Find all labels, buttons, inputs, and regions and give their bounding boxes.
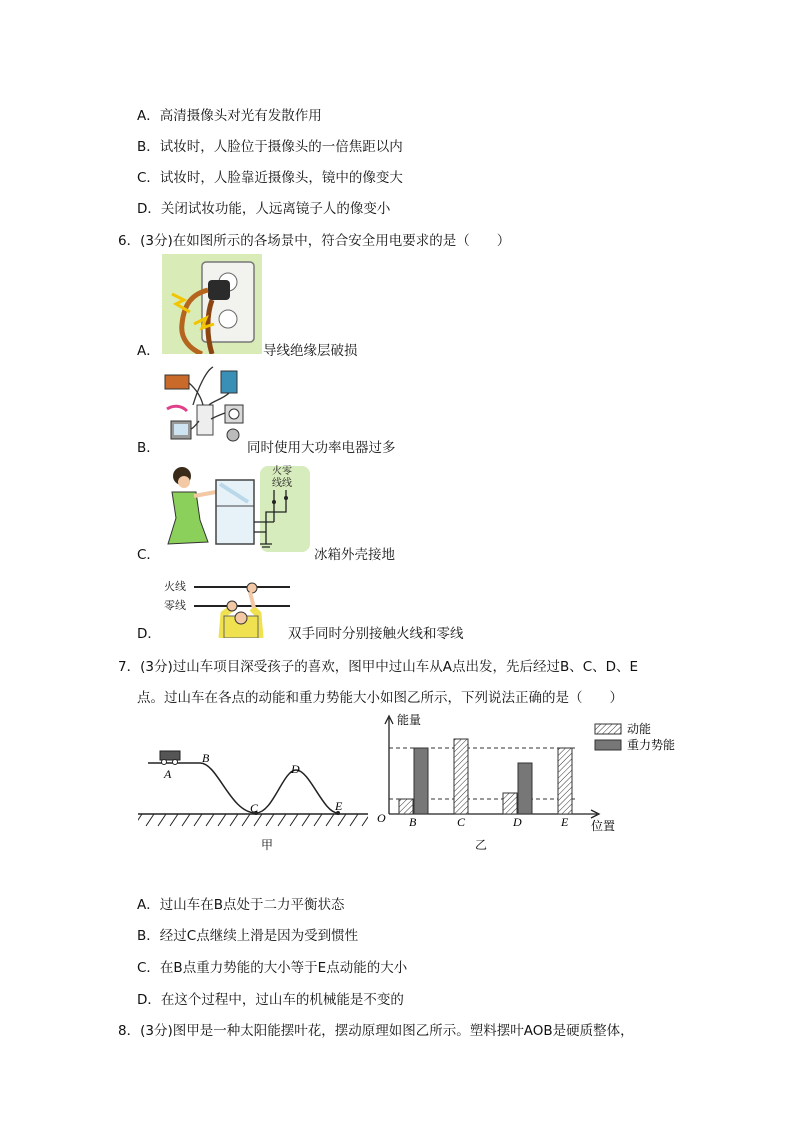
overloaded-outlet-illustration bbox=[163, 365, 248, 450]
q7-option-a: A．过山车在B点处于二力平衡状态 bbox=[137, 897, 345, 913]
x-tick-label-D: D bbox=[513, 815, 522, 829]
legend-label-kinetic: 动能 bbox=[627, 722, 652, 736]
x-tick-label-B: B bbox=[409, 815, 417, 829]
bar-potential-B bbox=[414, 748, 428, 814]
q6-option-a-caption: 导线绝缘层破损 bbox=[263, 343, 358, 359]
energy-bar-chart bbox=[375, 712, 695, 837]
x-axis-label: 位置 bbox=[591, 819, 616, 833]
roller-coaster-track-figure bbox=[138, 740, 368, 850]
q7-stem-line2: 点。过山车在各点的动能和重力势能大小如图乙所示，下列说法正确的是（ ） bbox=[137, 690, 623, 706]
fridge-wire-label-bottom: 线线 bbox=[272, 478, 292, 489]
bar-kinetic-C bbox=[454, 739, 468, 814]
point-d-label: D bbox=[291, 762, 300, 776]
q6-option-d-letter: D． bbox=[137, 626, 161, 642]
q6-option-a-letter: A． bbox=[137, 343, 160, 359]
legend-label-potential: 重力势能 bbox=[627, 738, 676, 752]
q8-stem: 8．(3分)图甲是一种太阳能摆叶花，摆动原理如图乙所示。塑料摆叶AOB是硬质整体， bbox=[118, 1023, 634, 1039]
x-tick-label-E: E bbox=[561, 815, 569, 829]
point-c-label: C bbox=[250, 801, 259, 815]
point-b-label: B bbox=[202, 751, 210, 765]
figure-jia-caption: 甲 bbox=[261, 838, 274, 852]
q6-option-b-letter: B． bbox=[137, 440, 160, 456]
q5-option-b: B．试妆时，人脸位于摄像头的一倍焦距以内 bbox=[137, 139, 403, 155]
x-tick-label-C: C bbox=[457, 815, 466, 829]
y-axis-label: 能量 bbox=[397, 713, 422, 727]
grounded-fridge-illustration bbox=[162, 462, 312, 552]
legend-swatch-potential bbox=[595, 740, 621, 750]
origin-label: O bbox=[377, 811, 386, 825]
figure-yi-caption: 乙 bbox=[475, 838, 488, 852]
q7-option-b: B．经过C点继续上滑是因为受到惯性 bbox=[137, 928, 359, 944]
q7-option-d: D．在这个过程中，过山车的机械能是不变的 bbox=[137, 992, 404, 1008]
point-a-label: A bbox=[164, 767, 172, 781]
hands-on-wires-illustration bbox=[162, 578, 292, 638]
q6-option-c-letter: C． bbox=[137, 547, 160, 563]
fridge-wire-label-top: 火零 bbox=[272, 466, 292, 477]
bar-potential-D bbox=[518, 763, 532, 814]
bar-kinetic-E bbox=[558, 748, 572, 814]
q6-option-d-caption: 双手同时分别接触火线和零线 bbox=[288, 626, 464, 642]
neutral-wire-label: 零线 bbox=[164, 600, 186, 612]
damaged-socket-illustration bbox=[162, 254, 262, 354]
q7-option-c: C．在B点重力势能的大小等于E点动能的大小 bbox=[137, 960, 408, 976]
q7-stem-line1: 7．(3分)过山车项目深受孩子的喜欢，图甲中过山车从A点出发，先后经过B、C、D、E bbox=[118, 659, 639, 675]
q5-option-c: C．试妆时，人脸靠近摄像头，镜中的像变大 bbox=[137, 170, 403, 186]
bar-kinetic-B bbox=[399, 799, 413, 814]
live-wire-label: 火线 bbox=[164, 581, 186, 593]
legend-swatch-kinetic bbox=[595, 724, 621, 734]
q6-option-b-caption: 同时使用大功率电器过多 bbox=[247, 440, 396, 456]
bar-kinetic-D bbox=[503, 793, 517, 814]
q5-option-a: A．高清摄像头对光有发散作用 bbox=[137, 108, 322, 124]
q5-option-d: D．关闭试妆功能，人远离镜子人的像变小 bbox=[137, 201, 391, 217]
q6-stem: 6．(3分)在如图所示的各场景中，符合安全用电要求的是（ ） bbox=[118, 233, 511, 249]
point-e-label: E bbox=[335, 799, 343, 813]
q6-option-c-caption: 冰箱外壳接地 bbox=[314, 547, 395, 563]
